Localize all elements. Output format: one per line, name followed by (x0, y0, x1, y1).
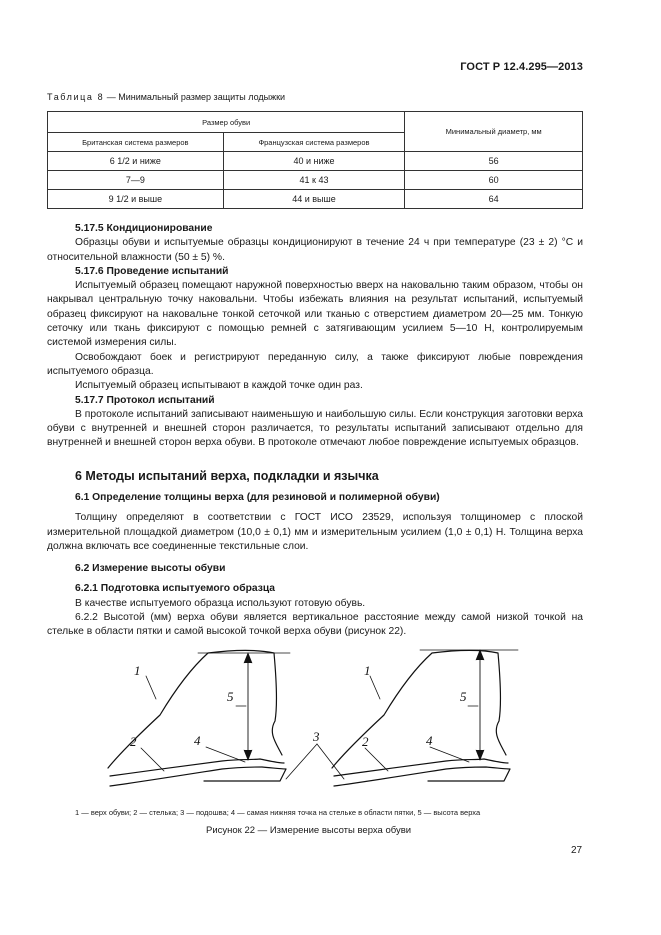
section-6-title: 6 Методы испытаний верха, подкладки и язычка (75, 469, 379, 483)
clause-5-17 (47, 222, 583, 451)
label-4-right: 4 (426, 733, 433, 748)
table-row (48, 190, 583, 209)
heading-5-17-5: 5.17.5 Кондиционирование (75, 223, 213, 234)
shoe-height-figure (100, 643, 570, 798)
header-min-diameter: Минимальный диаметр, мм (405, 112, 583, 152)
table-row (48, 152, 583, 171)
label-1-right: 1 (364, 663, 371, 678)
cell-french: 44 и выше (223, 190, 405, 209)
left-shoe-sole (110, 767, 286, 786)
label-5-left: 5 (227, 689, 234, 704)
figure-caption: Рисунок 22 — Измерение высоты верха обуви (206, 825, 412, 836)
cell-min: 56 (405, 152, 583, 171)
label-2-right: 2 (362, 734, 369, 749)
label-3: 3 (313, 729, 320, 744)
header-french-system: Французская система размеров (223, 133, 405, 152)
header-shoe-size: Размер обуви (48, 112, 405, 133)
label-5-right: 5 (460, 689, 467, 704)
table-caption-text: — Минимальный размер защиты лодыжки (104, 92, 286, 102)
heading-5-17-6: 5.17.6 Проведение испытаний (75, 265, 229, 277)
figure-legend: 1 — верх обуви; 2 — стелька; 3 — подошва; 4 — самая нижняя точка на стельке в области пятки, 5 — высота верха (75, 808, 481, 817)
page-number: 27 (571, 845, 583, 856)
label-4-left: 4 (194, 733, 201, 748)
paragraph: Испытуемый образец испытывают в каждой точке один раз. (75, 380, 363, 392)
right-shoe-sole (334, 767, 510, 786)
paragraph: Освобождают боек и регистрируют переданную силу, а также фиксируют любые повреждения испытуемого образца. (47, 351, 583, 377)
paragraph: В качестве испытуемого образца используют готовую обувь. (75, 597, 366, 609)
cell-min: 64 (405, 190, 583, 209)
heading-5-17-7: 5.17.7 Протокол испытаний (75, 394, 215, 406)
table-caption (47, 92, 285, 102)
label-1-left: 1 (134, 663, 141, 678)
table-caption-label: Таблица 8 (47, 92, 105, 102)
paragraph: 6.2.2 Высотой (мм) верха обуви является вертикальное расстояние между самой низкой точкой на стельке в области пятки и самой высокой точкой верха обуви (рисунок 22). (47, 612, 583, 638)
cell-french: 41 к 43 (223, 171, 405, 190)
clause-6 (47, 491, 583, 640)
header-british-system: Британская система размеров (48, 133, 224, 152)
label-2-left: 2 (130, 734, 137, 749)
heading-6-2: 6.2 Измерение высоты обуви (75, 563, 226, 575)
size-table (47, 111, 583, 209)
cell-french: 40 и ниже (223, 152, 405, 171)
cell-british: 7—9 (48, 171, 224, 190)
paragraph: Образцы обуви и испытуемые образцы кондиционируют в течение 24 ч при температуре (23 ± 2) °С и относительной влажности (50 ± 5) %. (47, 237, 583, 263)
paragraph: Толщину определяют в соответствии с ГОСТ ИСО 23529, используя толщиномер с плоской измерительной площадкой диаметром (10,0 ± 0,1) мм и измерительным усилием (1,0 ± 0,1) Н. Толщина верха должна включать все соединенные текстильные слои. (47, 512, 583, 552)
document-header: ГОСТ Р 12.4.295—2013 (460, 61, 583, 73)
heading-6-1: 6.1 Определение толщины верха (для резиновой и полимерной обуви) (75, 492, 440, 503)
table-row (48, 171, 583, 190)
heading-6-2-1: 6.2.1 Подготовка испытуемого образца (75, 583, 276, 595)
cell-british: 9 1/2 и выше (48, 190, 224, 209)
cell-british: 6 1/2 и ниже (48, 152, 224, 171)
cell-min: 60 (405, 171, 583, 190)
paragraph: Испытуемый образец помещают наружной поверхностью вверх на наковальню таким образом, чтобы он накрывал центральную точку наковальни. Чтобы избежать влияния на результат испытаний, испытуемый образец фиксируют на наковальне тонкой сеточкой или тканью с отверстием диаметром 20—25 мм. Тонкую сеточку или ткань фиксируют с помощью ремней с затягивающим усилием 5—10 Н, контролируемым системой измерения силы. (47, 280, 583, 349)
paragraph: В протоколе испытаний записывают наименьшую и наибольшую силы. Если конструкция заготовки верха обуви с внутренней и внешней сторон различается, то результаты испытаний записывают отдельно для внутренней и внешней сторон верха обуви. В протоколе отмечают любое повреждение испытуемых образцов. (47, 408, 583, 449)
